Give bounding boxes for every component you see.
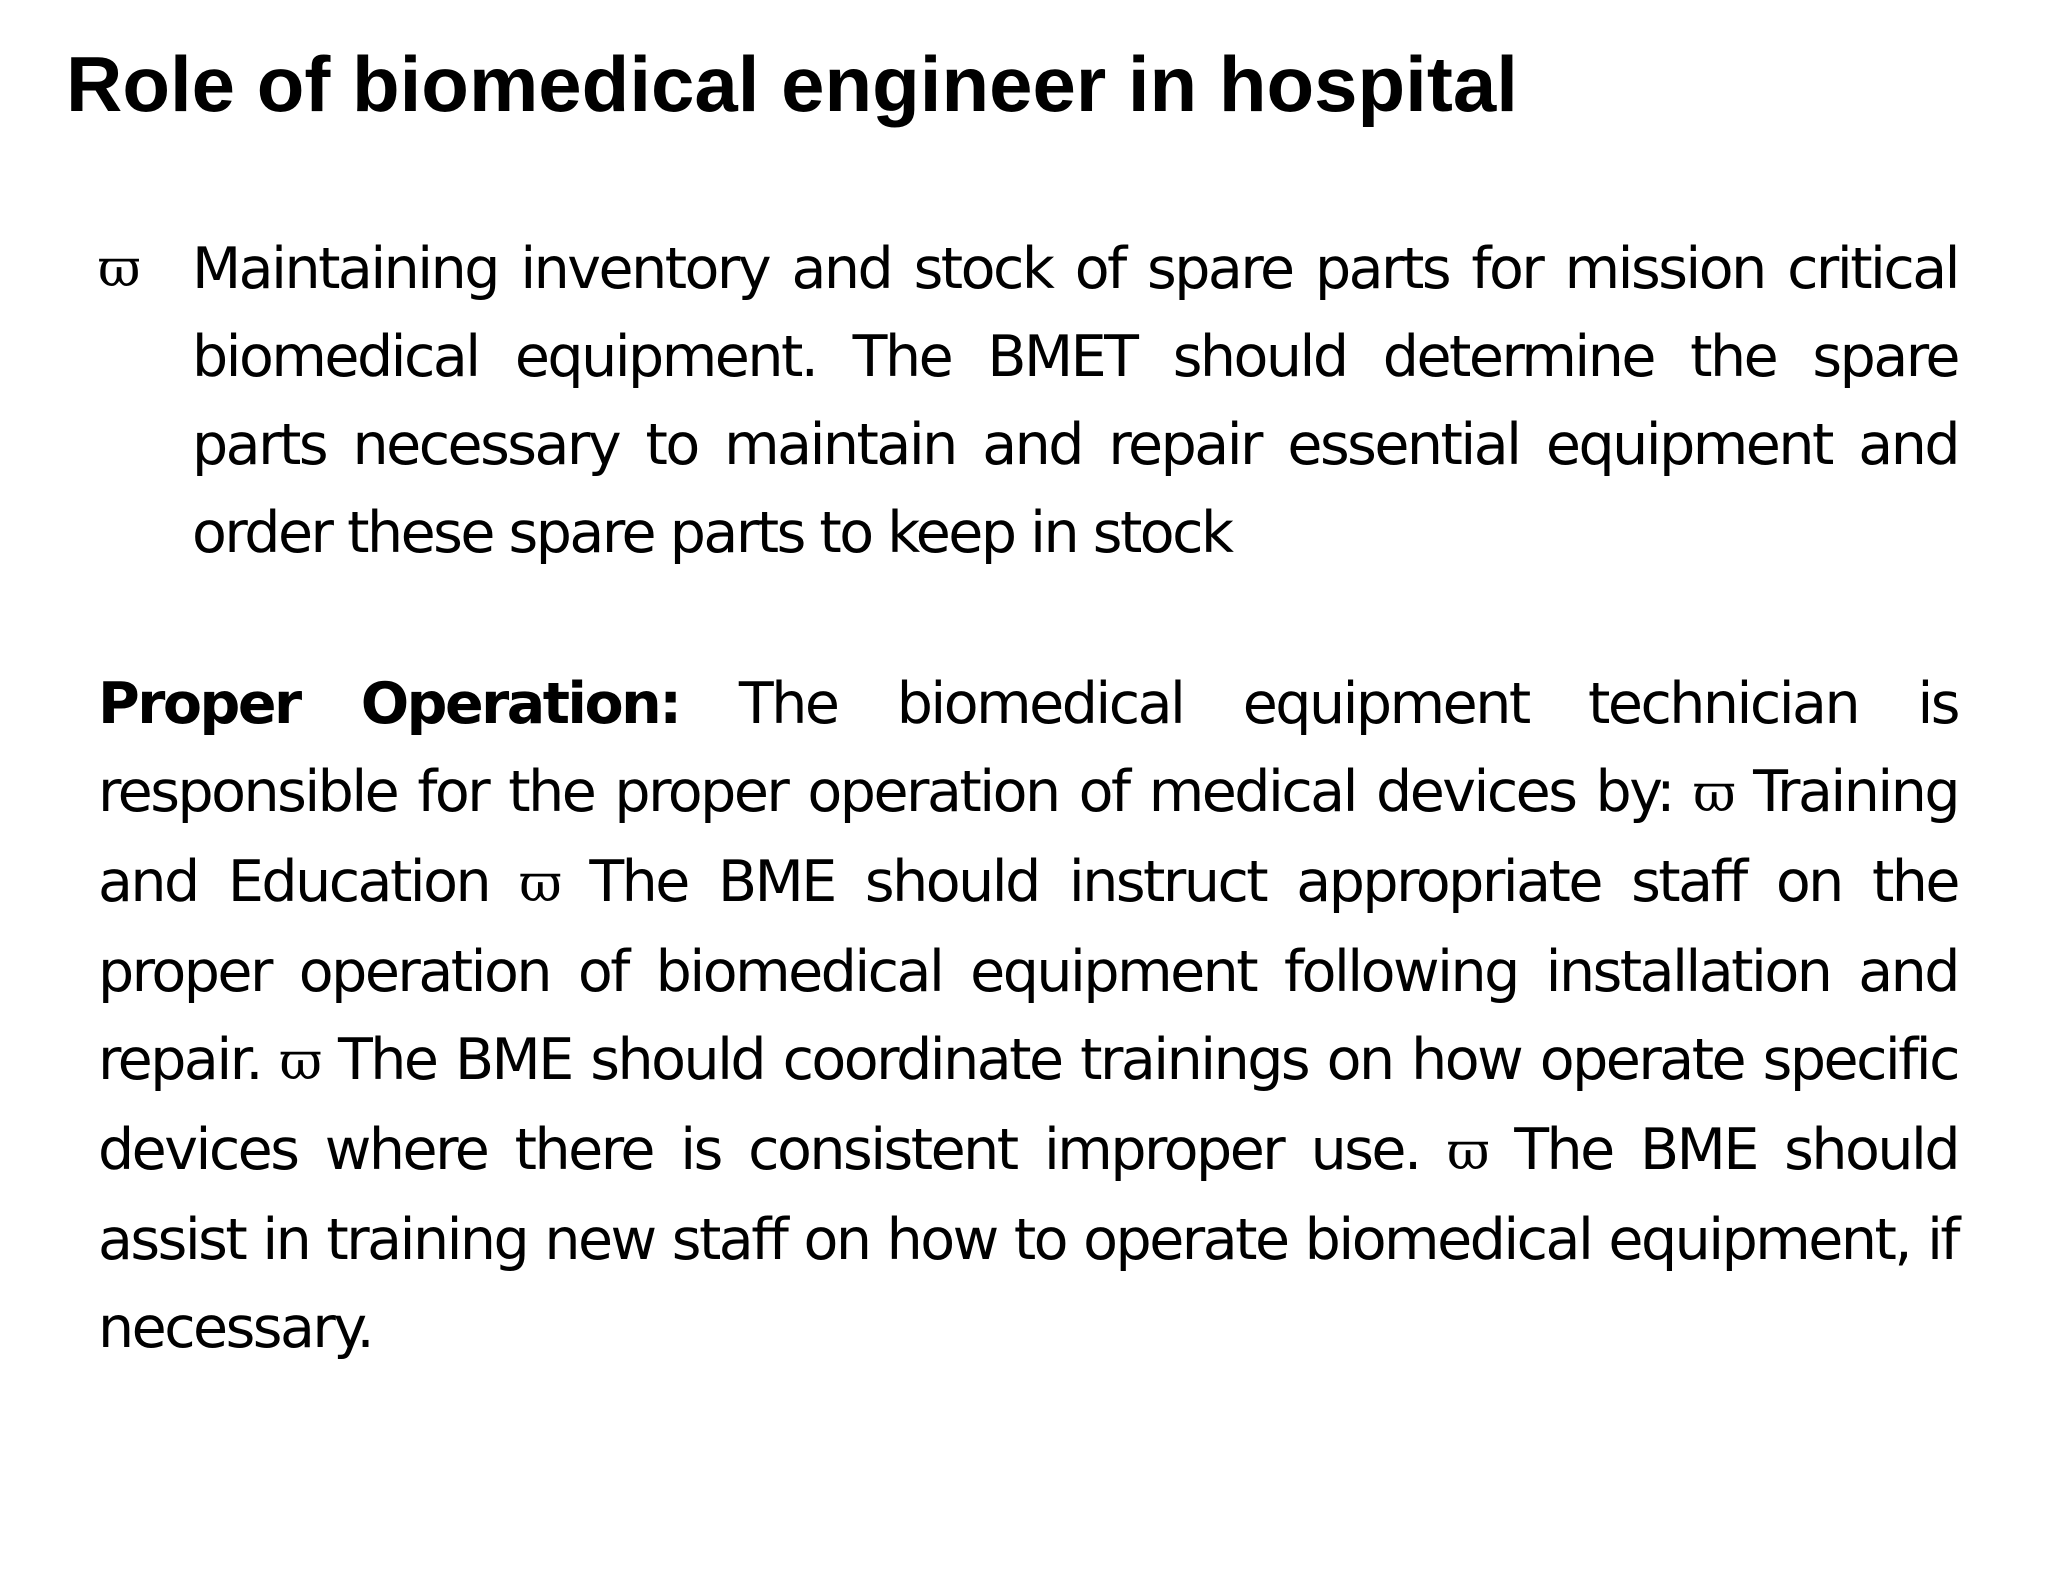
bullet-icon: ϖ <box>98 239 138 299</box>
slide-title: Role of biomedical engineer in hospital <box>66 40 1518 128</box>
bullet-icon: ϖ <box>519 854 560 914</box>
bullet-text: Maintaining inventory and stock of spare parts for mission critical biomedical equipment. The BMET should determine the spare parts necessary to maintain and repair essential equipment and order these spare parts to keep in stock <box>192 236 1958 566</box>
bullet-icon: ϖ <box>279 1032 320 1092</box>
bullet-icon: ϖ <box>1693 764 1733 824</box>
bullet-icon: ϖ <box>1446 1122 1487 1182</box>
section-intro: The biomedical equipment technician is responsible for the proper operation of medical devices by: <box>98 671 1958 825</box>
proper-operation-paragraph <box>98 660 1958 1372</box>
section-item-assist: The BME should assist in training new staff on how to operate biomedical equipment, if necessary. <box>98 1117 1959 1361</box>
bullet-item-inventory <box>98 225 1958 577</box>
section-item-instruct: The BME should instruct appropriate staff on the proper operation of biomedical equipment following installation and repair. <box>98 849 1958 1093</box>
section-item-training: Training and Education <box>98 759 1959 915</box>
section-lead: Proper Operation: <box>98 671 680 737</box>
section-item-coordinate: The BME should coordinate trainings on how operate specific devices where there is consistent improper use. <box>98 1027 1958 1183</box>
